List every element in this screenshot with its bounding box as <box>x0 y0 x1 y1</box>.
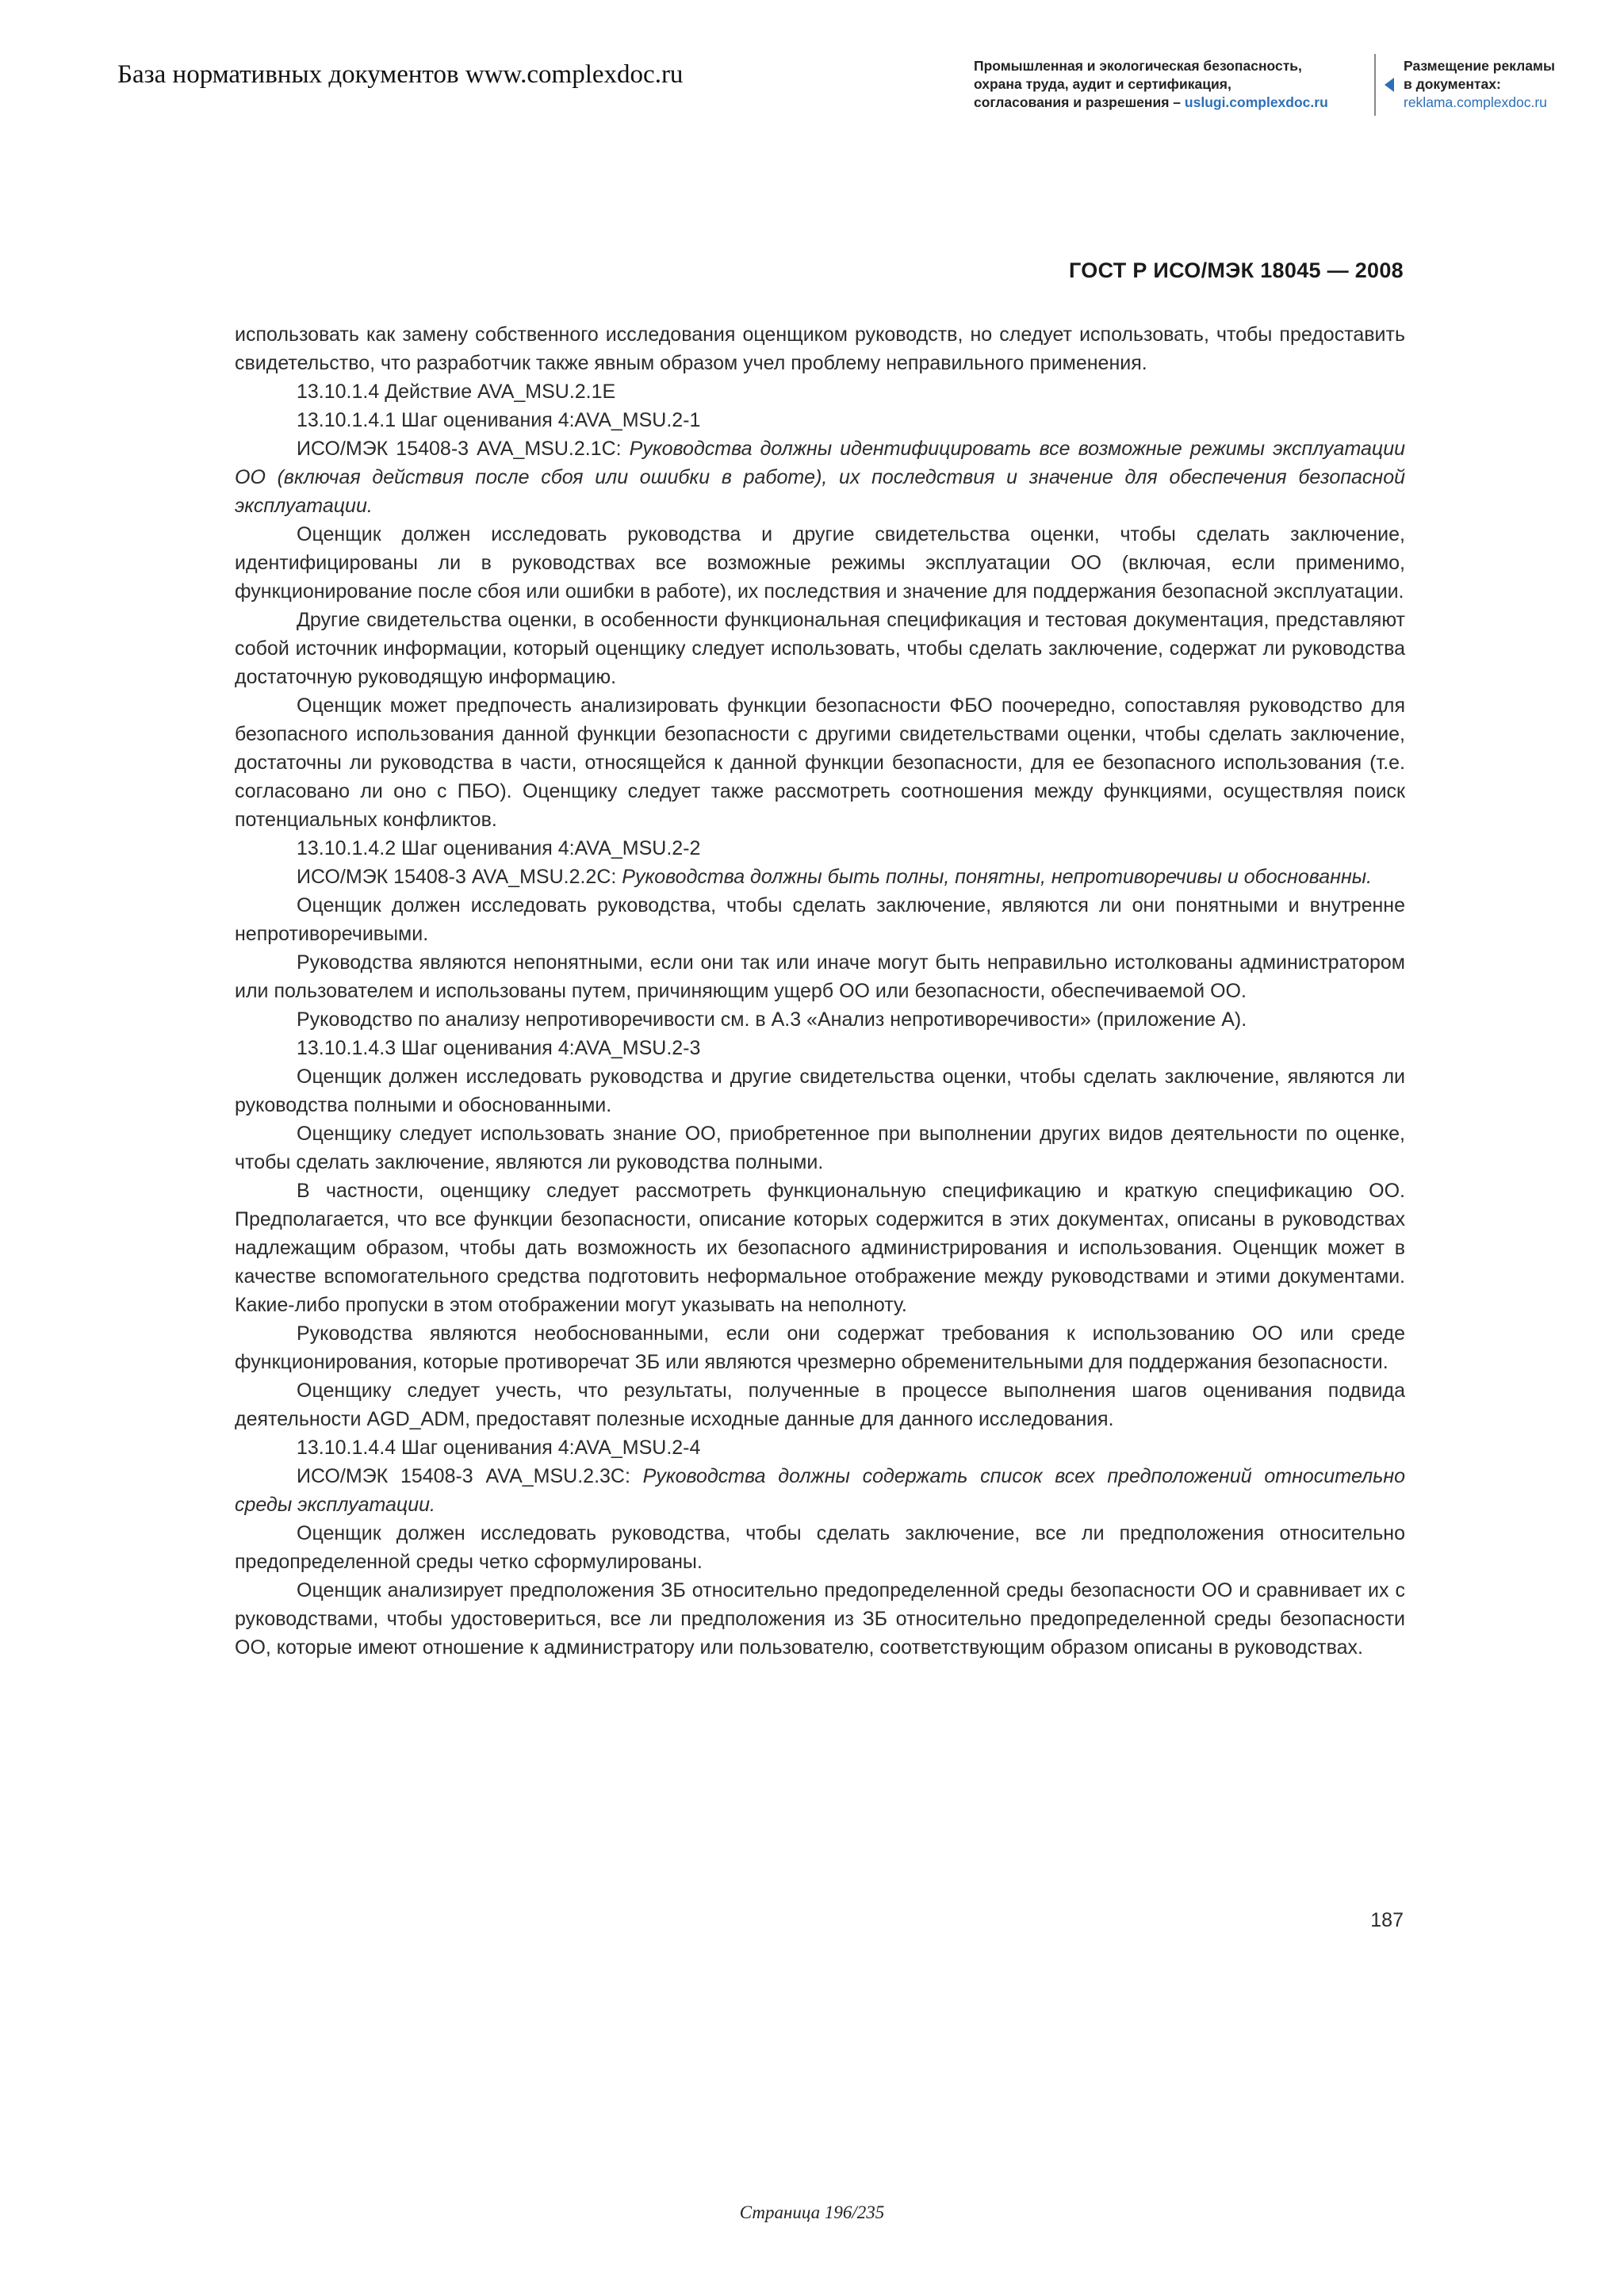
banner-divider <box>1374 54 1376 116</box>
paragraph: Оценщик может предпочесть анализировать функции безопасности ФБО поочередно, сопоставляя руководство для безопасного использования данной функции безопасности с другими свидетельствами оценки, чтобы сделать заключение, достаточны ли руководства в части, относящейся к данной функции безопасности, для ее безопасного использования (т.е. согласовано ли оно с ПБО). Оценщику следует также рассмотреть соотношения между функциями, осуществляя поиск потенциальных конфликтов. <box>235 695 1405 831</box>
services-line: Промышленная и экологическая безопасность, <box>974 58 1302 74</box>
services-block <box>974 57 1328 112</box>
paragraph: Оценщик должен исследовать руководства и другие свидетельства оценки, чтобы сделать заключение, идентифицированы ли в руководствах все возможные режимы эксплуатации ОО (включая, если применимо, функционирование после сбоя или ошибки в работе), их последствия и значение для поддержания безопасной эксплуатации. <box>235 523 1405 603</box>
document-body <box>235 320 1405 1662</box>
paragraph: Руководства являются непонятными, если они так или иначе могут быть неправильно истолкованы администратором или пользователем и использованы путем, причиняющим ущерб ОО или безопасности, обеспечиваемой ОО. <box>235 951 1405 1002</box>
services-link[interactable]: uslugi.complexdoc.ru <box>1184 94 1328 110</box>
paragraph: Оценщик должен исследовать руководства, чтобы сделать заключение, являются ли они понятными и внутренне непротиворечивыми. <box>235 894 1405 945</box>
paragraph: Оценщик должен исследовать руководства и другие свидетельства оценки, чтобы сделать заключение, являются ли руководства полными и обоснованными. <box>235 1066 1405 1116</box>
ads-block <box>1404 57 1555 112</box>
section-heading: 13.10.1.4.2 Шаг оценивания 4:AVA_MSU.2-2 <box>297 837 701 859</box>
section-heading: 13.10.1.4 Действие AVA_MSU.2.1E <box>297 381 616 403</box>
paragraph: Руководства являются необоснованными, если они содержат требования к использованию ОО или среде функционирования, которые противоречат ЗБ или являются чрезмерно обременительными для поддержания безопасности. <box>235 1322 1405 1373</box>
requirement-text: Руководства должны быть полны, понятны, непротиворечивы и обоснованны. <box>622 866 1373 888</box>
requirement-text: Руководства должны содержать список всех предположений относительно среды эксплуатации. <box>235 1465 1406 1516</box>
paragraph: Другие свидетельства оценки, в особенности функциональная спецификация и тестовая документация, представляют собой источник информации, который оценщику следует использовать, чтобы сделать заключение, содержат ли руководства достаточную руководящую информацию. <box>235 609 1405 688</box>
section-heading: 13.10.1.4.1 Шаг оценивания 4:AVA_MSU.2-1 <box>297 409 701 431</box>
paragraph <box>235 434 1405 520</box>
paragraph: Руководство по анализу непротиворечивости см. в А.3 «Анализ непротиворечивости» (приложение А). <box>297 1008 1247 1031</box>
site-title[interactable]: База нормативных документов www.complexdoc.ru <box>117 60 684 89</box>
ads-line: в документах: <box>1404 76 1501 92</box>
page-number: 187 <box>1370 1909 1404 1931</box>
site-banner <box>0 0 1624 159</box>
requirement-text: Руководства должны идентифицировать все возможные режимы эксплуатации ОО (включая действия после сбоя или ошибки в работе), их последствия и значение для обеспечения безопасной эксплуатации. <box>235 438 1405 517</box>
page-counter-footer: Страница 196/235 <box>739 2202 885 2222</box>
requirement-ref: ИСО/МЭК 15408-3 AVA_MSU.2.1C: <box>297 438 630 460</box>
paragraph <box>235 1462 1405 1519</box>
ads-link[interactable]: reklama.complexdoc.ru <box>1404 94 1547 110</box>
section-heading: 13.10.1.4.3 Шаг оценивания 4:AVA_MSU.2-3 <box>297 1037 701 1059</box>
paragraph <box>235 863 1405 891</box>
paragraph: Оценщик анализирует предположения ЗБ относительно предопределенной среды безопасности ОО и сравнивает их с руководствами, чтобы удостовериться, все ли предположения из ЗБ относительно предопределенной среды безопасности ОО, которые имеют отношение к администратору или пользователю, соответствующим образом описаны в руководствах. <box>235 1579 1405 1659</box>
paragraph: Оценщику следует использовать знание ОО, приобретенное при выполнении других видов деятельности по оценке, чтобы сделать заключение, являются ли руководства полными. <box>235 1123 1405 1173</box>
requirement-ref: ИСО/МЭК 15408-3 AVA_MSU.2.2C: <box>297 866 622 888</box>
services-line <box>974 94 1328 112</box>
section-heading: 13.10.1.4.4 Шаг оценивания 4:AVA_MSU.2-4 <box>297 1437 701 1459</box>
services-line: охрана труда, аудит и сертификация, <box>974 76 1231 92</box>
paragraph: использовать как замену собственного исследования оценщиком руководств, но следует использовать, чтобы предоставить свидетельство, что разработчик также явным образом учел проблему неправильного применения. <box>235 323 1405 374</box>
services-text: согласования и разрешения – <box>974 94 1185 110</box>
paragraph: Оценщик должен исследовать руководства, чтобы сделать заключение, все ли предположения относительно предопределенной среды четко сформулированы. <box>235 1522 1405 1573</box>
ads-line: Размещение рекламы <box>1404 58 1555 74</box>
arrow-left-icon <box>1385 78 1394 92</box>
paragraph: Оценщику следует учесть, что результаты, полученные в процессе выполнения шагов оценивания подвида деятельности AGD_ADM, предоставят полезные исходные данные для данного исследования. <box>235 1380 1405 1430</box>
paragraph: В частности, оценщику следует рассмотреть функциональную спецификацию и краткую спецификацию ОО. Предполагается, что все функции безопасности, описание которых содержится в этих документах, описаны в руководствах надлежащим образом, чтобы дать возможность их безопасного администрирования и использования. Оценщик может в качестве вспомогательного средства подготовить неформальное отображение между руководствами и этими документами. Какие-либо пропуски в этом отображении могут указывать на неполноту. <box>235 1180 1405 1316</box>
requirement-ref: ИСО/МЭК 15408-3 AVA_MSU.2.3C: <box>297 1465 643 1487</box>
document-header: ГОСТ Р ИСО/МЭК 18045 — 2008 <box>1069 258 1404 282</box>
